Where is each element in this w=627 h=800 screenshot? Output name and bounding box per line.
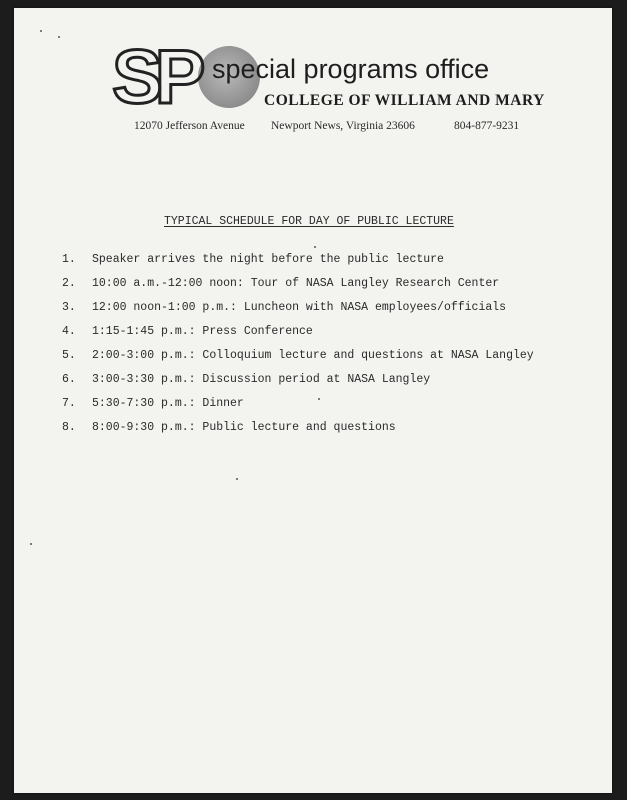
schedule-list bbox=[62, 248, 534, 440]
item-text: 1:15-1:45 p.m.: Press Conference bbox=[92, 325, 313, 338]
item-text: 5:30-7:30 p.m.: Dinner bbox=[92, 397, 244, 410]
item-number: 4. bbox=[62, 325, 76, 338]
item-text: 10:00 a.m.-12:00 noon: Tour of NASA Langley Research Center bbox=[92, 277, 500, 290]
schedule-item bbox=[62, 320, 534, 344]
paper-speck bbox=[314, 246, 316, 248]
item-text: 3:00-3:30 p.m.: Discussion period at NASA Langley bbox=[92, 373, 431, 386]
address-street: 12070 Jefferson Avenue bbox=[134, 120, 245, 132]
item-number: 3. bbox=[62, 301, 76, 314]
item-number: 5. bbox=[62, 349, 76, 362]
item-number: 7. bbox=[62, 397, 76, 410]
address-phone: 804-877-9231 bbox=[454, 120, 520, 132]
college-name: COLLEGE OF WILLIAM AND MARY bbox=[264, 92, 545, 109]
address-city: Newport News, Virginia 23606 bbox=[271, 120, 415, 132]
paper-speck bbox=[318, 398, 320, 400]
schedule-item bbox=[62, 248, 534, 272]
logo-mark: SP bbox=[112, 35, 198, 120]
schedule-item bbox=[62, 344, 534, 368]
item-text: 8:00-9:30 p.m.: Public lecture and questions bbox=[92, 421, 396, 434]
schedule-item bbox=[62, 272, 534, 296]
document-page bbox=[14, 8, 612, 793]
item-text: 2:00-3:00 p.m.: Colloquium lecture and questions at NASA Langley bbox=[92, 349, 534, 362]
item-number: 6. bbox=[62, 373, 76, 386]
item-text: 12:00 noon-1:00 p.m.: Luncheon with NASA employees/officials bbox=[92, 301, 507, 314]
paper-speck bbox=[58, 36, 60, 38]
schedule-item bbox=[62, 392, 534, 416]
paper-speck bbox=[30, 543, 32, 545]
schedule-item bbox=[62, 368, 534, 392]
office-name: special programs office bbox=[212, 54, 490, 84]
item-text: Speaker arrives the night before the public lecture bbox=[92, 253, 444, 266]
item-number: 2. bbox=[62, 277, 76, 290]
paper-speck bbox=[236, 478, 238, 480]
schedule-item bbox=[62, 416, 534, 440]
schedule-title: TYPICAL SCHEDULE FOR DAY OF PUBLIC LECTURE bbox=[164, 215, 454, 228]
item-number: 8. bbox=[62, 421, 76, 434]
schedule-item bbox=[62, 296, 534, 320]
paper-speck bbox=[40, 30, 42, 32]
item-number: 1. bbox=[62, 253, 76, 266]
